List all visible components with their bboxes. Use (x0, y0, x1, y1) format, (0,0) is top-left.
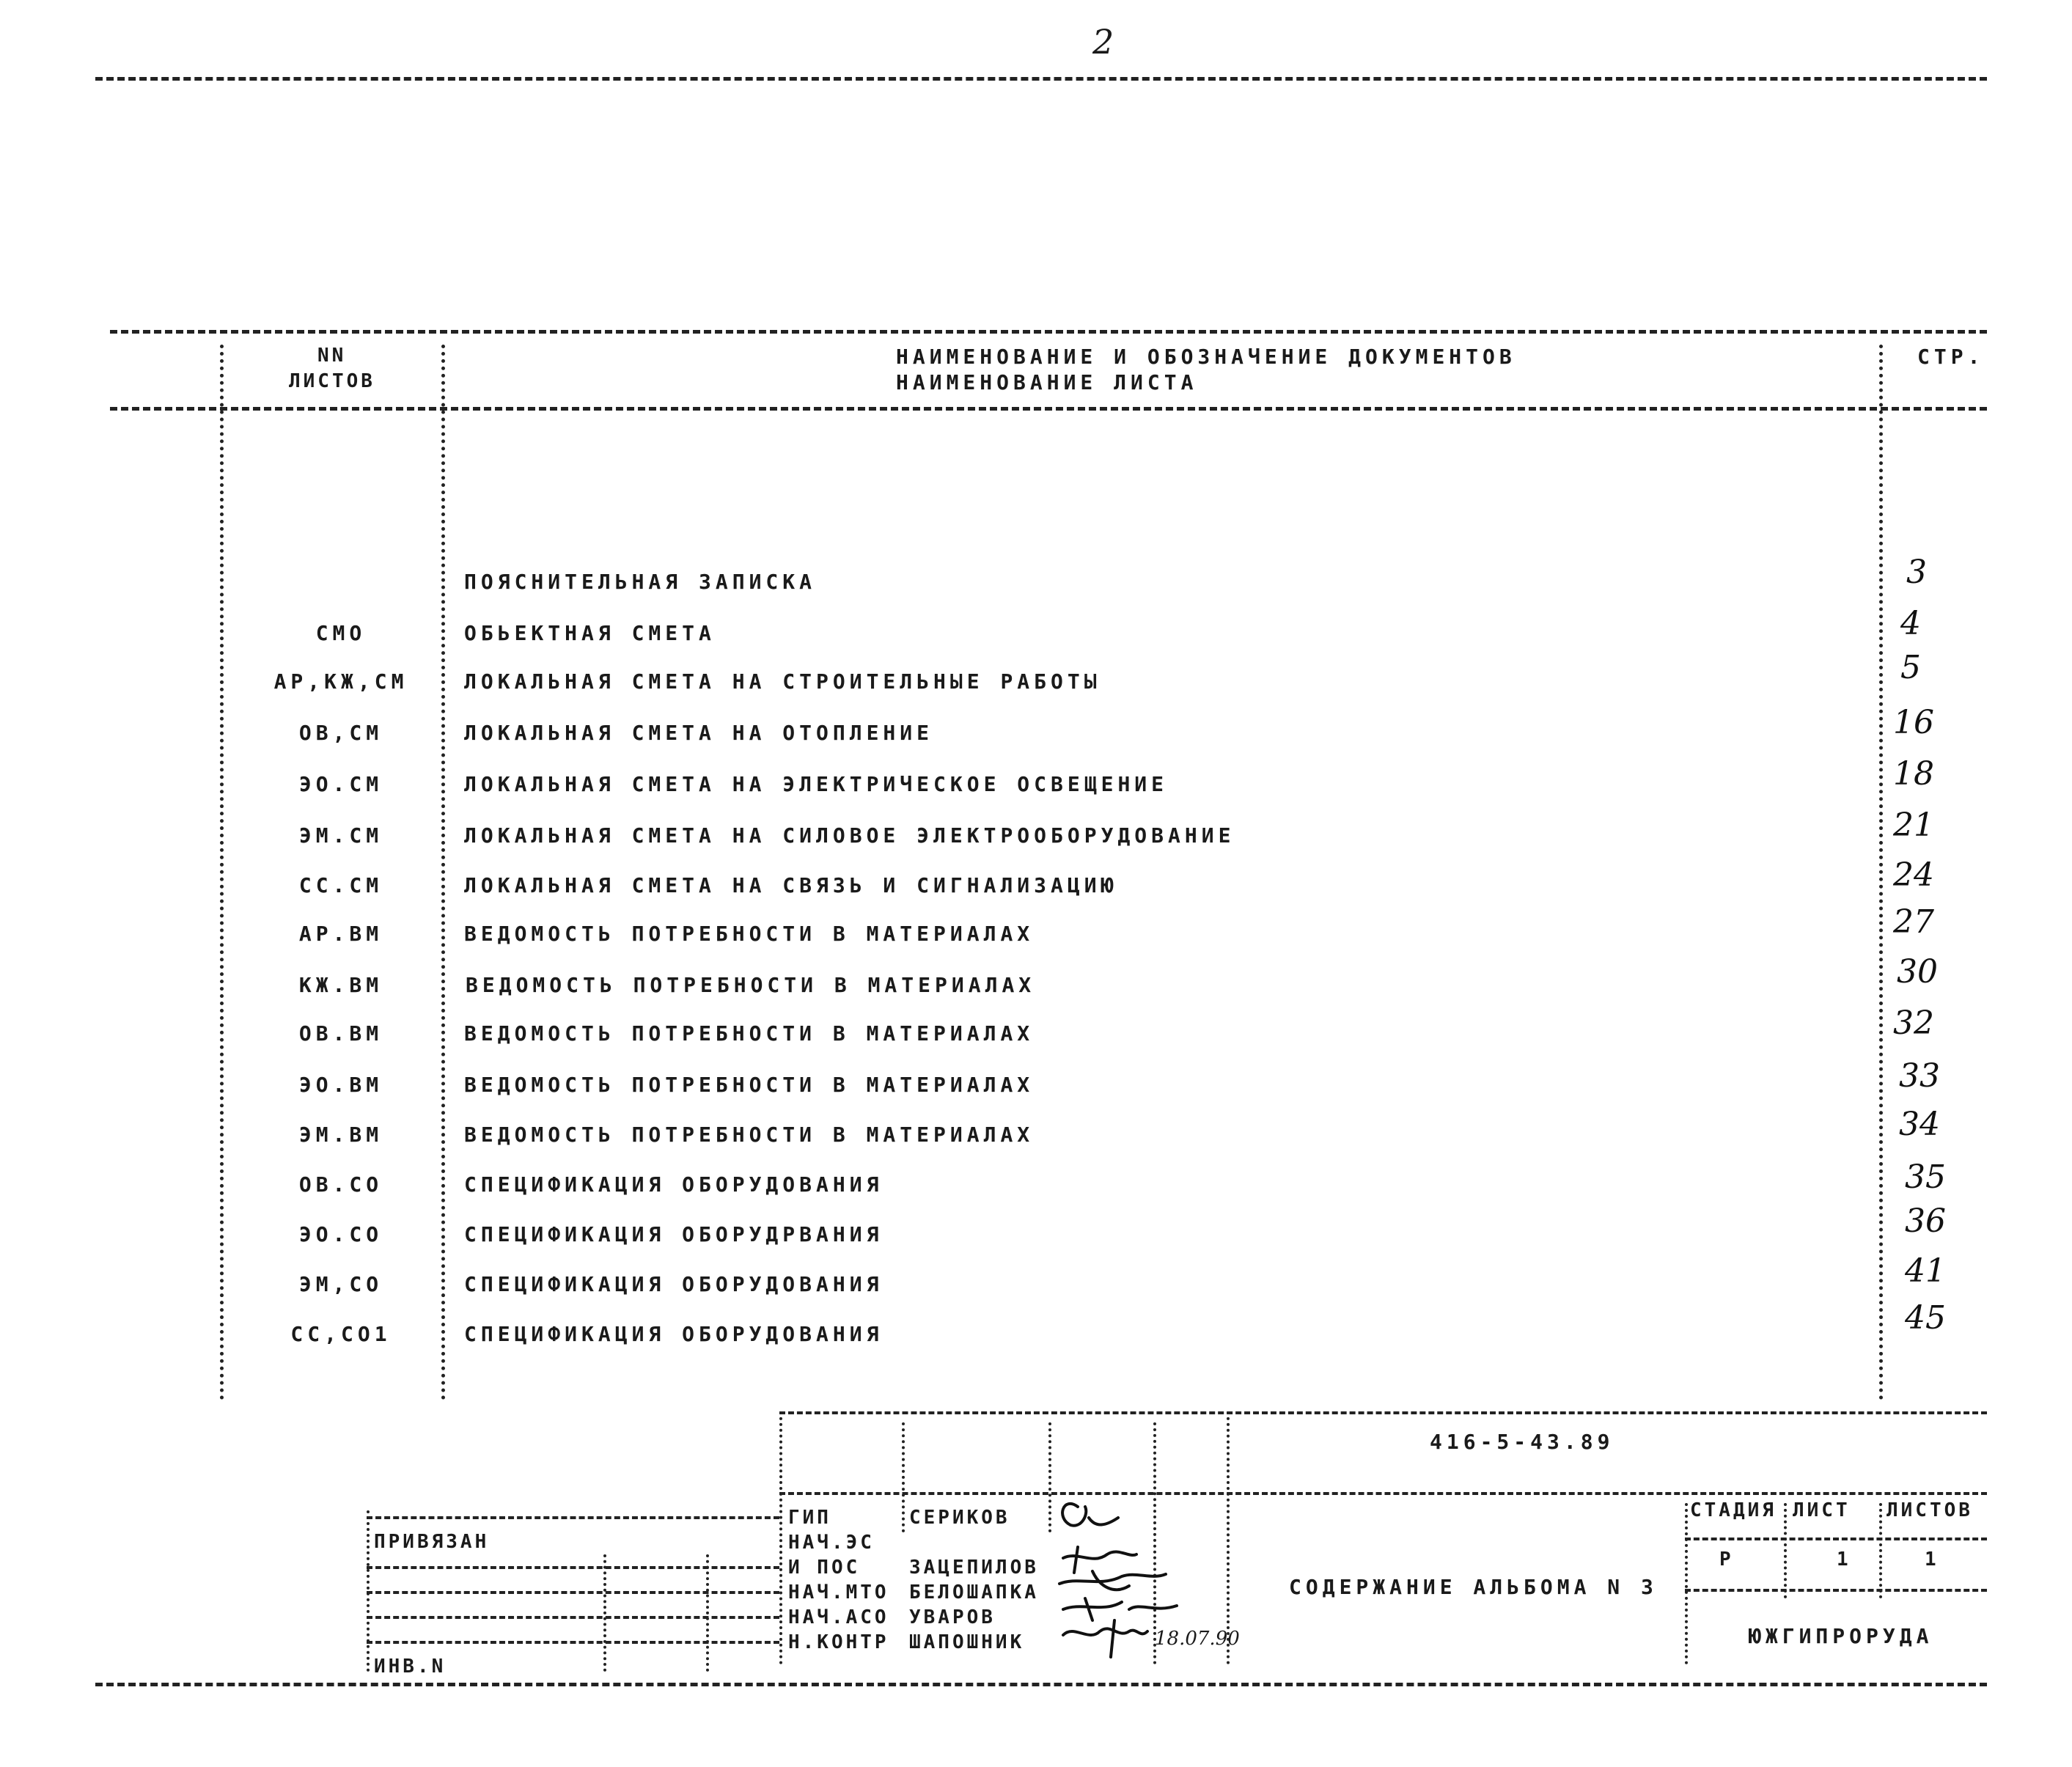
row-name: ЛОКАЛЬНАЯ СМЕТА НА СТРОИТЕЛЬНЫЕ РАБОТЫ (464, 669, 1101, 694)
row-code: ОВ,СМ (298, 721, 383, 745)
row-page: 4 (1900, 605, 1921, 642)
tb-privyazan-rule (367, 1516, 779, 1519)
role-gip: ГИП (788, 1507, 831, 1529)
row-page: 30 (1897, 953, 1938, 991)
col-divider-codes (441, 345, 445, 1400)
col-divider-left (220, 345, 224, 1400)
row-code: ЭО.СО (298, 1222, 383, 1246)
role-n-kontr: Н.КОНТР (788, 1631, 889, 1653)
row-name: ЛОКАЛЬНАЯ СМЕТА НА ЭЛЕКТРИЧЕСКОЕ ОСВЕЩЕНИЕ (464, 772, 1169, 796)
bottom-rule (95, 1683, 1987, 1686)
stage-value: Р (1719, 1549, 1734, 1571)
row-page: 36 (1905, 1202, 1946, 1240)
row-name: СПЕЦИФИКАЦИЯ ОБОРУДОВАНИЯ (464, 1322, 883, 1346)
tb-mid-rule (779, 1492, 1987, 1495)
header-name-2: НАИМЕНОВАНИЕ ЛИСТА (896, 370, 1198, 394)
row-name: СПЕЦИФИКАЦИЯ ОБОРУДОВАНИЯ (464, 1272, 883, 1296)
row-name: СПЕЦИФИКАЦИЯ ОБОРУДОВАНИЯ (464, 1172, 883, 1197)
row-name: ВЕДОМОСТЬ ПОТРЕБНОСТИ В МАТЕРИАЛАХ (464, 922, 1035, 946)
row-page: 33 (1899, 1057, 1940, 1095)
doc-number: 416-5-43.89 (1430, 1430, 1614, 1454)
tb-left-rule-3 (367, 1616, 779, 1619)
row-code: ОВ.ВМ (298, 1021, 383, 1046)
row-code: ОВ.СО (298, 1172, 383, 1197)
name-n-kontr: ШАПОШНИК (909, 1631, 1025, 1653)
top-rule (95, 77, 1987, 81)
row-name: ВЕДОМОСТЬ ПОТРЕБНОСТИ В МАТЕРИАЛАХ (464, 1123, 1035, 1147)
row-name: ПОЯСНИТЕЛЬНАЯ ЗАПИСКА (464, 570, 817, 594)
sheet-label: ЛИСТ (1793, 1499, 1851, 1521)
role-nach-mto: НАЧ.МТО (788, 1582, 889, 1603)
row-page: 24 (1893, 856, 1934, 894)
row-code: КЖ.ВМ (298, 973, 383, 997)
tb-v-left (367, 1510, 370, 1672)
row-page: 27 (1893, 903, 1934, 941)
header-page: СТР. (1917, 345, 1985, 369)
row-page: 45 (1905, 1299, 1946, 1337)
tb-stage-rule-2 (1685, 1589, 1987, 1592)
row-name: ЛОКАЛЬНАЯ СМЕТА НА СВЯЗЬ И СИГНАЛИЗАЦИЮ (464, 873, 1118, 897)
row-page: 18 (1893, 755, 1934, 793)
row-name: ВЕДОМОСТЬ ПОТРЕБНОСТИ В МАТЕРИАЛАХ (466, 973, 1036, 997)
row-code: АР,КЖ,СМ (273, 669, 408, 694)
row-name: ВЕДОМОСТЬ ПОТРЕБНОСТИ В МАТЕРИАЛАХ (464, 1073, 1035, 1097)
row-code: ЭМ.ВМ (298, 1123, 383, 1147)
row-page: 41 (1905, 1252, 1946, 1290)
tb-v-left-2 (603, 1554, 606, 1672)
row-name: ЛОКАЛЬНАЯ СМЕТА НА СИЛОВОЕ ЭЛЕКТРООБОРУДОВАНИЕ (464, 823, 1235, 848)
row-name: ЛОКАЛЬНАЯ СМЕТА НА ОТОПЛЕНИЕ (464, 721, 934, 745)
row-code: СМО (315, 621, 367, 645)
role-nach-aso: НАЧ.АСО (788, 1606, 889, 1628)
row-name: ВЕДОМОСТЬ ПОТРЕБНОСТИ В МАТЕРИАЛАХ (464, 1021, 1035, 1046)
row-page: 16 (1893, 704, 1934, 741)
row-page: 3 (1906, 554, 1927, 591)
row-name: СПЕЦИФИКАЦИЯ ОБОРУДРВАНИЯ (464, 1222, 883, 1246)
row-code: ЭМ.СМ (298, 823, 383, 848)
row-page: 35 (1905, 1158, 1946, 1196)
sheet-value: 1 (1837, 1549, 1851, 1571)
tb-v-left-3 (706, 1554, 709, 1672)
tb-v-7 (1784, 1503, 1787, 1598)
tb-top-rule (779, 1411, 1987, 1414)
table-top-rule (110, 330, 1987, 334)
inv-label: ИНВ.N (374, 1656, 447, 1678)
tb-v-1 (779, 1411, 782, 1664)
tb-v-2 (902, 1422, 905, 1532)
tb-left-rule-1 (367, 1566, 779, 1569)
tb-left-rule-2 (367, 1591, 779, 1594)
tb-v-6 (1685, 1503, 1688, 1664)
header-sheets: ЛИСТОВ (289, 370, 375, 392)
page-number: 2 (1092, 22, 1114, 62)
header-name-1: НАИМЕНОВАНИЕ И ОБОЗНАЧЕНИЕ ДОКУМЕНТОВ (896, 345, 1516, 369)
row-name: ОБЬЕКТНАЯ СМЕТА (464, 621, 716, 645)
row-code: СС.СМ (298, 873, 383, 897)
sign-date: 18.07.90 (1155, 1628, 1240, 1650)
header-nn: NN (317, 345, 347, 367)
row-code: АР.ВМ (298, 922, 383, 946)
table-header-rule (110, 407, 1987, 411)
row-page: 21 (1893, 807, 1934, 844)
name-nach-aso: УВАРОВ (909, 1606, 996, 1628)
tb-left-rule-4 (367, 1641, 779, 1644)
name-nach-mto: БЕЛОШАПКА (909, 1582, 1039, 1603)
row-page: 34 (1899, 1106, 1940, 1143)
row-code: ЭО.СМ (298, 772, 383, 796)
tb-stage-rule-1 (1685, 1538, 1987, 1540)
sheets-value: 1 (1925, 1549, 1939, 1571)
row-code: ЭМ,СО (298, 1272, 383, 1296)
name-gip: СЕРИКОВ (909, 1507, 1010, 1529)
role-i-pos: И ПОС (788, 1557, 861, 1579)
row-code: ЭО.ВМ (298, 1073, 383, 1097)
album-title: СОДЕРЖАНИЕ АЛЬБОМА N 3 (1289, 1575, 1658, 1599)
name-i-pos: ЗАЦЕПИЛОВ (909, 1557, 1039, 1579)
role-nach-es: НАЧ.ЭС (788, 1532, 875, 1554)
row-code: СС,СО1 (290, 1322, 392, 1346)
sheets-label: ЛИСТОВ (1887, 1499, 1973, 1521)
row-page: 5 (1900, 649, 1921, 686)
stage-label: СТАДИЯ (1690, 1499, 1777, 1521)
organization-name: ЮЖГИПРОРУДА (1749, 1624, 1933, 1648)
row-page: 32 (1893, 1004, 1934, 1042)
tb-v-5 (1227, 1411, 1230, 1664)
tb-v-8 (1879, 1503, 1882, 1598)
privyazan-label: ПРИВЯЗАН (374, 1531, 490, 1553)
col-divider-pages (1879, 345, 1883, 1400)
